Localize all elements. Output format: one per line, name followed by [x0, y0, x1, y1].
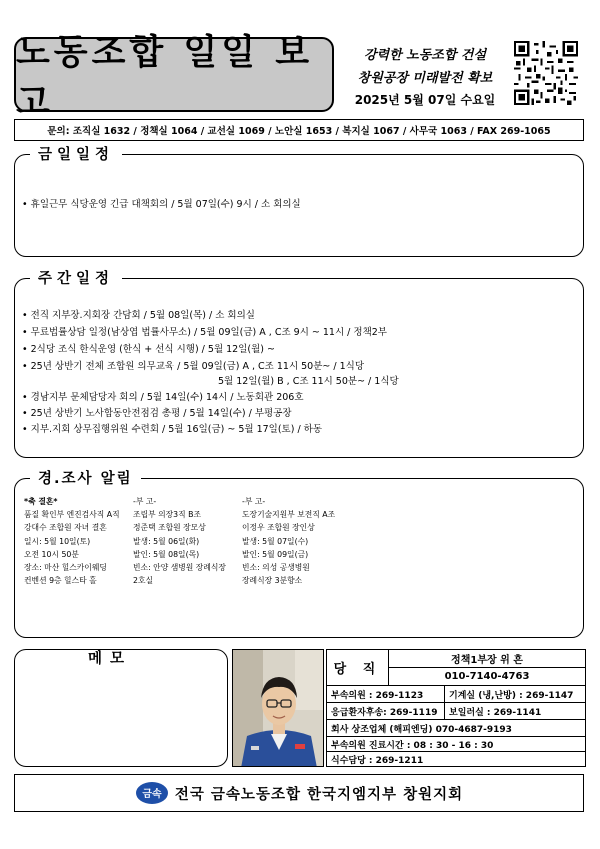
report-title: 노동조합 일일 보고 [16, 32, 314, 123]
weekly-item: • 무료법률상담 일정(남상엽 법률사무소) / 5월 09일(금) A , C조 9시 ~ 11시 / 정책2부 [22, 327, 387, 338]
qr-code-icon[interactable] [514, 41, 578, 105]
duty-row: 식수담당 : 269-1211 [331, 755, 424, 766]
event-wedding: *축 결혼* 품질 확인부 엔진검사직 A직 강대수 조합원 자녀 결혼 일시: 5월 10일(토) 오전 10시 50분 장소: 마산 힐스카이웨딩 컨벤션 9층 힐스타 홀 [24, 497, 120, 586]
report-title-box [14, 32, 334, 123]
person-photo-icon [233, 650, 324, 767]
duty-row: 부속의원 진료시간 : 08 : 30 - 16 : 30 [327, 737, 585, 752]
union-logo-icon [135, 781, 169, 805]
event-condolence-2: -부 고- 도장기술지원부 보전직 A조 이정우 조합원 장인상 발생: 5월 07일(수) 발인: 5월 09일(금) 빈소: 의성 공생병원 장례식장 3분향소 [242, 497, 336, 586]
duty-info-table [326, 649, 586, 767]
weekly-item: • 25년 상반기 노사합동안전점검 총평 / 5월 14일(수) / 부평공장 [22, 408, 292, 419]
slogan-line-1: 강력한 노동조합 건설 [363, 48, 487, 63]
duty-header-row [327, 650, 585, 686]
logo-text: 금속 [142, 789, 162, 800]
footer-bar [14, 774, 584, 812]
today-schedule-title: 금일일정 [30, 146, 122, 164]
event-condolence-1: -부 고- 조립부 의장3직 B조 정준택 조합원 장모상 발생: 5월 06일(화) 발인: 5월 08일(목) 빈소: 안양 샘병원 장례식장 2호실 [133, 497, 226, 586]
duty-row: 회사 상조업체 (해피엔딩) 070-4687-9193 [327, 720, 585, 737]
bullet: • [22, 199, 28, 210]
contact-bar [14, 119, 584, 141]
weekly-schedule-title: 주간일정 [30, 270, 122, 288]
contact-text: 문의: 조직실 1632 / 정책실 1064 / 교선실 1069 / 노안실 1653 / 복지실 1067 / 사무국 1063 / FAX 269-1065 [47, 126, 551, 137]
slogan-line-2: 창원공장 미래발전 확보 [357, 71, 493, 86]
weekly-item: • 지부.지회 상무집행위원 수련회 / 5월 16일(금) ~ 5월 17일(토) / 하동 [22, 424, 323, 435]
duty-person-phone: 010-7140-4763 [389, 668, 585, 686]
duty-label: 당 직 [327, 650, 389, 686]
weekly-item: • 2식당 조식 한식운영 (한식 + 선식 시행) / 5월 12일(월) ~ [22, 344, 275, 355]
footer-organization-name: 전국 금속노동조합 한국지엠지부 창원지회 [174, 786, 464, 803]
memo-title: 메모 [80, 650, 140, 668]
weekly-item: • 25년 상반기 전체 조합원 의무교육 / 5월 09일(금) A , C조 11시 50분~ / 1식당 [22, 361, 365, 372]
weekly-item-continuation: 5월 12일(월) B , C조 11시 50분~ / 1식당 [218, 376, 399, 387]
today-schedule-item [22, 196, 301, 210]
weekly-item: • 경남지부 문체담당자 회의 / 5월 14일(수) 14시 / 노동회관 206호 [22, 392, 304, 403]
duty-officer-photo [232, 649, 324, 767]
weekly-item: • 전직 지부장.지회장 간담회 / 5월 08일(목) / 소 회의실 [22, 310, 255, 321]
duty-row: 부속의원 : 269-1123 기계실 (냉,난방) : 269-1147 [327, 686, 585, 703]
duty-row: 응급환자후송: 269-1119 보일러실 : 269-1141 [327, 703, 585, 720]
report-date: 2025년 5월 07일 수요일 [354, 93, 496, 107]
events-title: 경.조사 알림 [30, 470, 141, 488]
today-item-text: 휴일근무 식당운영 긴급 대책회의 / 5월 07일(수) 9시 / 소 회의실 [30, 199, 301, 210]
duty-person-name: 정책1부장 위 흔 [389, 650, 585, 668]
